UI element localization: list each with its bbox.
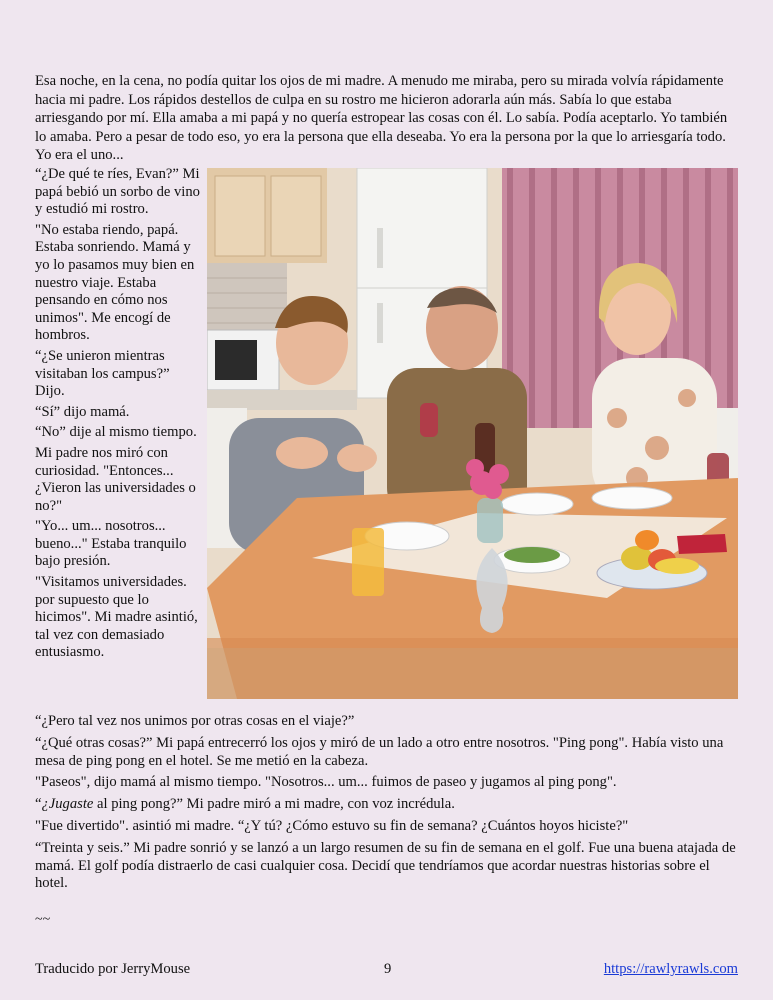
- continued-text: [35, 713, 740, 897]
- intro-paragraph: Esa noche, en la cena, no podía quitar los ojos de mi madre. A menudo me miraba, pero su mirada volvía rápidamente hacia mi padre. Los rápidos destellos de culpa en su rostro me hicieron adorarla aún más. Sabía lo que estaba arriesgando por mí. Ella amaba a mi papá y no quería estropear las cosas con él. Lo sabía. Podía aceptarlo. Yo también lo amaba. Pero a pesar de todo eso, yo era la persona que ella deseaba. Yo era la persona por la que lo arriesgaría todo. Yo era el uno...: [35, 73, 728, 164]
- dialogue-paragraph: "Yo... um... nosotros... bueno..." Estaba tranquilo bajo presión.: [35, 518, 187, 570]
- dialogue-paragraph: [35, 796, 740, 814]
- section-separator: ~~: [35, 912, 51, 927]
- dialogue-rest: al ping pong?” Mi padre miró a mi madre, con voz incrédula.: [93, 796, 455, 813]
- page-footer: [35, 961, 738, 981]
- dialogue-paragraph: “¿De qué te ríes, Evan?” Mi papá bebió un sorbo de vino y estudió mi rostro.: [35, 166, 200, 218]
- italic-emphasis: ¿Jugaste: [41, 796, 94, 813]
- dialogue-paragraph: “¿Se unieron mientras visitaban los campus?” Dijo.: [35, 347, 170, 400]
- dialogue-paragraph: "Paseos", dijo mamá al mismo tiempo. "Nosotros... um... fuimos de paseo y jugamos al ping pong".: [35, 774, 617, 791]
- dialogue-paragraph: “Treinta y seis.” Mi padre sonrió y se lanzó a un largo resumen de su fin de semana en el golf. Fue una buena atajada de mamá. El golf podía distraerlo de casi cualquier cosa. Decidí que tendríamos que acordar nuestras historias sobre el hotel.: [35, 839, 736, 892]
- dialogue-paragraph: Mi padre nos miró con curiosidad. "Entonces... ¿Vieron las universidades o no?": [35, 444, 196, 514]
- dialogue-paragraph: "Visitamos universidades. por supuesto que lo hicimos". Mi madre asintió, tal vez con demasiado entusiasmo.: [35, 574, 198, 661]
- dinner-scene-illustration: [207, 168, 738, 699]
- quote-open: “: [35, 796, 42, 813]
- website-link[interactable]: https://rawlyrawls.com: [603, 961, 738, 977]
- dialogue-paragraph: “¿Pero tal vez nos unimos por otras cosas en el viaje?”: [35, 713, 355, 729]
- dialogue-paragraph: "Fue divertido". asintió mi madre. “¿Y tú? ¿Cómo estuvo su fin de semana? ¿Cuántos hoyos hiciste?": [35, 817, 629, 834]
- page-number: 9: [384, 961, 392, 977]
- dialogue-paragraph: “¿Qué otras cosas?” Mi papá entrecerró los ojos y miró de un lado a otro entre nosotros. "Ping pong". Había visto una mesa de ping pong en el hotel. Se me metió en la cabeza.: [35, 734, 724, 769]
- translator-credit: Traducido por JerryMouse: [35, 961, 191, 977]
- dialogue-paragraph: “No” dije al mismo tiempo.: [35, 424, 197, 441]
- dialogue-paragraph: "No estaba riendo, papá. Estaba sonriendo. Mamá y yo lo pasamos muy bien en nuestro viaje. Estaba pensando en cómo nos unimos". Me encogí de hombros.: [35, 221, 195, 344]
- side-column: [35, 166, 200, 665]
- dialogue-paragraph: “Sí” dijo mamá.: [35, 403, 130, 420]
